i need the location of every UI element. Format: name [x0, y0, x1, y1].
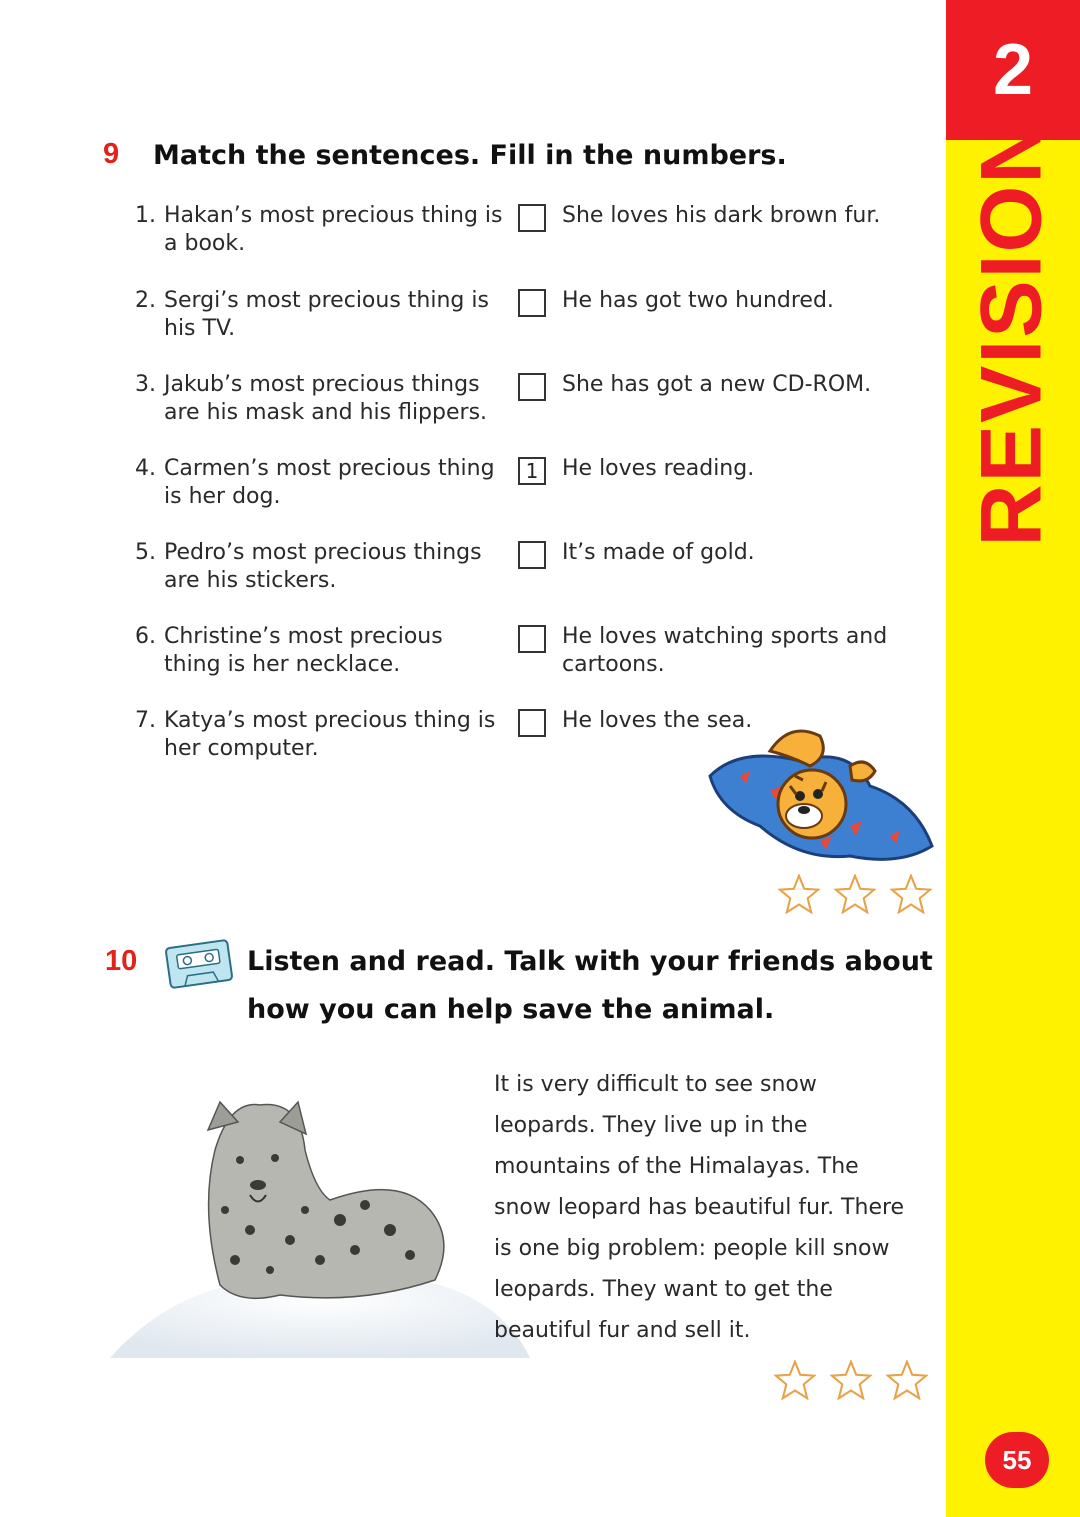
match-sentence	[135, 371, 505, 427]
match-option: She has got a new CD-ROM.	[562, 372, 872, 397]
star-icon	[778, 874, 820, 914]
match-row	[135, 455, 925, 535]
answer-box[interactable]	[518, 204, 546, 232]
exercise-9-number: 9	[103, 138, 120, 170]
sentence-number: 2.	[135, 288, 156, 313]
match-sentence	[135, 623, 505, 679]
star-icon	[890, 874, 932, 914]
revision-label: REVISION	[963, 119, 1060, 547]
match-row	[135, 287, 925, 367]
match-sentence	[135, 455, 505, 511]
sentence-text: Katya’s most precious thing is her computer.	[164, 708, 496, 761]
star-icon	[830, 1360, 872, 1400]
star-icon	[886, 1360, 928, 1400]
cassette-icon	[162, 936, 236, 992]
match-option: It’s made of gold.	[562, 540, 755, 565]
sentence-text: Pedro’s most precious things are his stickers.	[164, 540, 482, 593]
star-icon	[774, 1360, 816, 1400]
snow-leopard-image	[110, 1090, 530, 1365]
rating-stars-9	[778, 874, 932, 914]
sentence-text: Hakan’s most precious thing is a book.	[164, 203, 503, 256]
unit-number: 2	[946, 0, 1080, 140]
sentence-text: Christine’s most precious thing is her necklace.	[164, 624, 443, 677]
exercise-9-title: Match the sentences. Fill in the numbers.	[153, 140, 787, 171]
answer-box[interactable]: 1	[518, 457, 546, 485]
star-icon	[834, 874, 876, 914]
sentence-number: 3.	[135, 372, 156, 397]
sentence-text: Carmen’s most precious thing is her dog.	[164, 456, 495, 509]
answer-box[interactable]	[518, 373, 546, 401]
rating-stars-10	[774, 1360, 928, 1400]
answer-box[interactable]	[518, 709, 546, 737]
match-option: She loves his dark brown fur.	[562, 203, 881, 228]
sentence-text: Jakub’s most precious things are his mask and his flippers.	[164, 372, 488, 425]
match-sentence	[135, 202, 505, 258]
match-option: He has got two hundred.	[562, 288, 834, 313]
match-row	[135, 623, 925, 703]
answer-box[interactable]	[518, 289, 546, 317]
sentence-number: 4.	[135, 456, 156, 481]
tiger-illustration	[700, 716, 936, 866]
match-option: He loves reading.	[562, 456, 755, 481]
match-row	[135, 202, 925, 282]
sentence-number: 6.	[135, 624, 156, 649]
sentence-number: 5.	[135, 540, 156, 565]
match-option: He loves the sea.	[562, 708, 753, 733]
match-option: He loves watching sports and cartoons.	[562, 624, 888, 677]
exercise-10-number: 10	[105, 945, 138, 977]
match-sentence	[135, 707, 505, 763]
sentence-number: 7.	[135, 708, 156, 733]
match-row	[135, 539, 925, 619]
story-paragraph: It is very difficult to see snow leopards. They live up in the mountains of the Himalayas. The snow leopard has beautiful fur. There is one big problem: people kill snow leopards. They want to get the beautiful fur and sell it.	[494, 1072, 905, 1343]
answer-box[interactable]	[518, 625, 546, 653]
answer-box[interactable]	[518, 541, 546, 569]
sentence-text: Sergi’s most precious thing is his TV.	[164, 288, 489, 341]
match-sentence	[135, 287, 505, 343]
match-sentence	[135, 539, 505, 595]
page-number: 55	[985, 1432, 1049, 1488]
sentence-number: 1.	[135, 203, 156, 228]
match-row	[135, 371, 925, 451]
exercise-10-title: Listen and read. Talk with your friends about how you can help save the animal.	[247, 946, 933, 1025]
